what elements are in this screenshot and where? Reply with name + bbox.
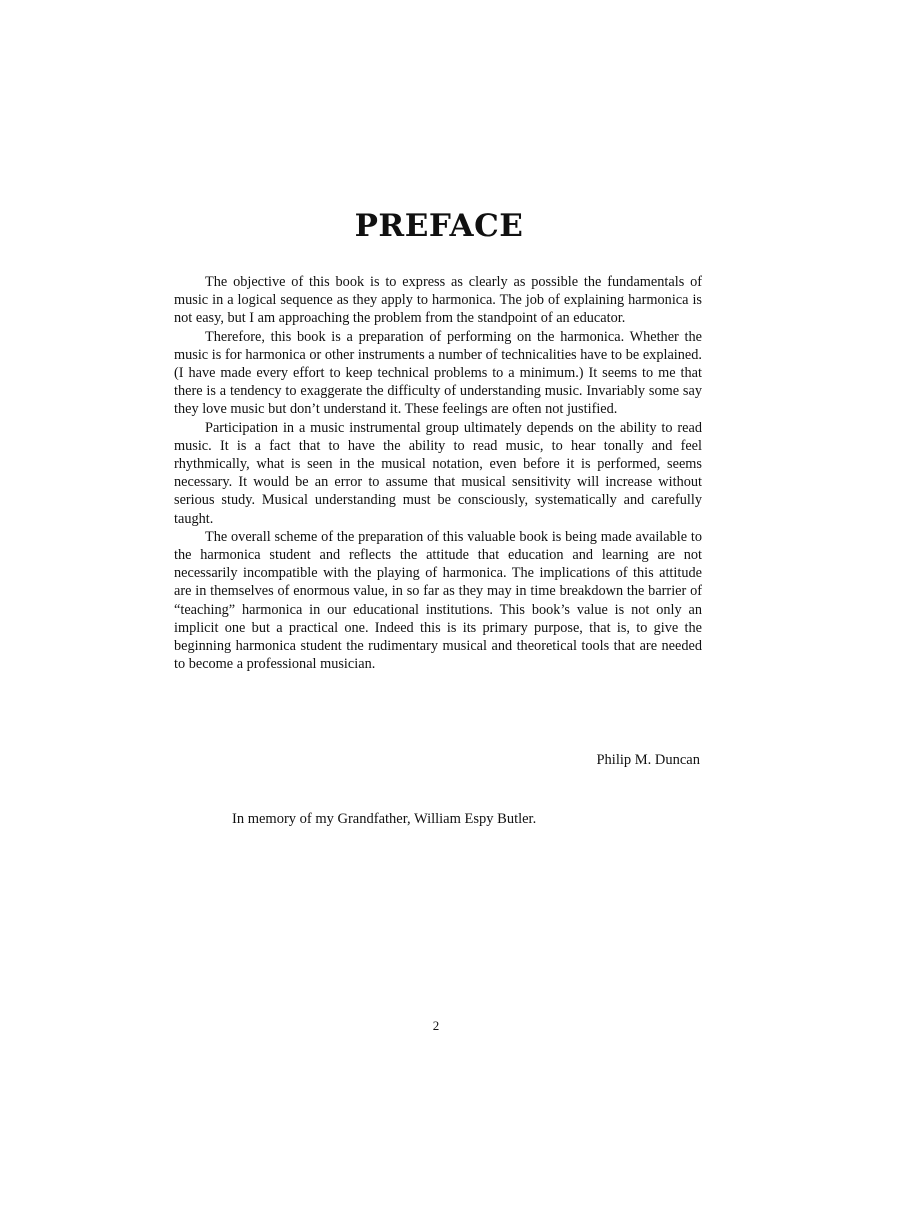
paragraph: Therefore, this book is a preparation of performing on the harmonica. Whether the music is for harmonica or other instruments a number of technicalities have to be explained. (I have made every effort to keep technical problems to a minimum.) It seems to me that there is a tendency to exaggerate the difficulty of understanding music. Invariably some say they love music but don’t understand it. These feelings are often not justified. <box>174 328 702 418</box>
paragraph: Participation in a music instrumental group ultimately depends on the ability to read music. It is a fact that to have the ability to read music, to hear tonally and feel rhythmically, what is seen in the musical notation, even before it is performed, seems necessary. It would be an error to assume that musical sensitivity will increase without serious study. Musical understanding must be consciously, systematically and carefully taught. <box>174 419 702 527</box>
preface-body <box>174 273 702 673</box>
author-signature: Philip M. Duncan <box>596 752 700 768</box>
paragraph: The overall scheme of the preparation of this valuable book is being made available to the harmonica student and reflects the attitude that education and learning are not necessarily incompatible with the playing of harmonica. The implications of this attitude are in themselves of enormous value, in so far as they may in time breakdown the barrier of “teaching” harmonica in our educational institutions. This book’s value is not only an implicit one but a practical one. Indeed this is its primary purpose, that is, to give the beginning harmonica student the rudimentary musical and theoretical tools that are needed to become a professional musician. <box>174 528 702 673</box>
dedication: In memory of my Grandfather, William Espy Butler. <box>232 811 537 827</box>
page-number: 2 <box>432 1018 440 1033</box>
paragraph: The objective of this book is to express as clearly as possible the fundamentals of music in a logical sequence as they apply to harmonica. The job of explaining harmonica is not easy, but I am approaching the problem from the standpoint of an educator. <box>174 274 702 327</box>
page-title: PREFACE <box>354 208 524 244</box>
